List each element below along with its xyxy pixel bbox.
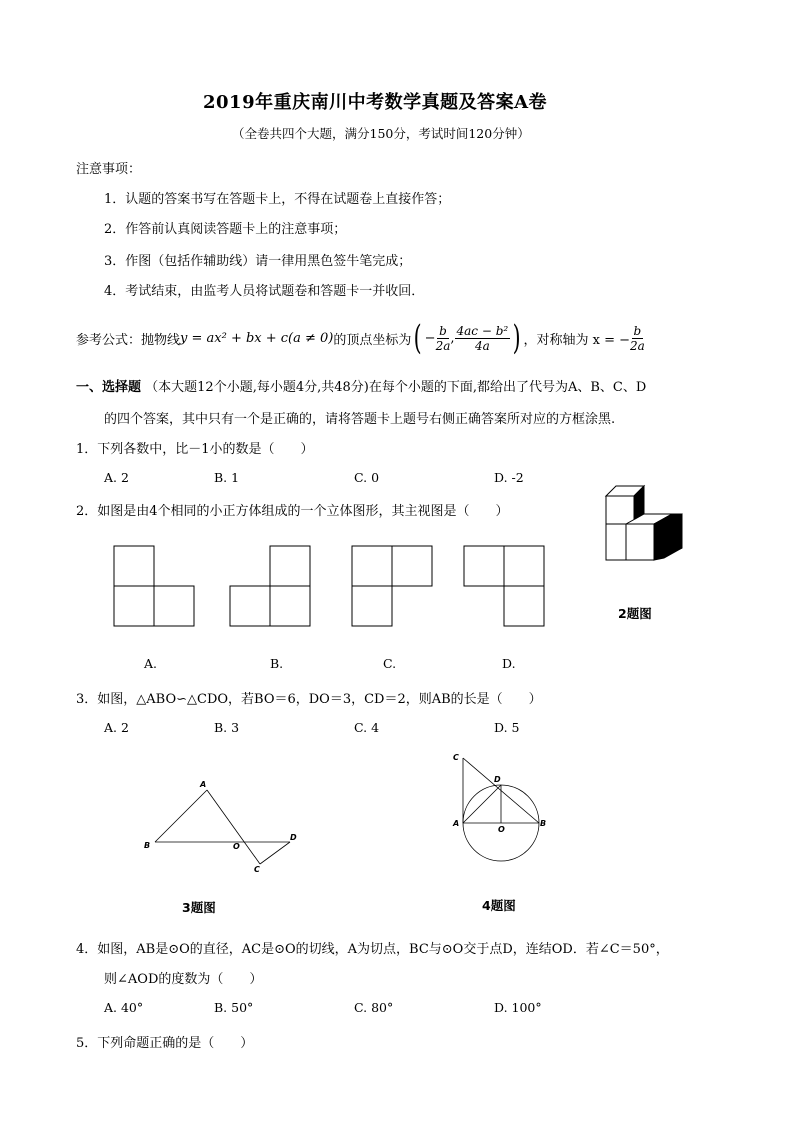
- q3-label-d: D: [290, 833, 297, 842]
- q4-option-c: C. 80°: [354, 1000, 394, 1015]
- q2-cube-figure: [600, 480, 690, 580]
- question-2: 2．如图是由4个相同的小正方体组成的一个立体图形，其主视图是（ ）: [76, 504, 509, 519]
- q1-option-a: A. 2: [104, 470, 129, 485]
- formula-vertex-text: 的顶点坐标为: [333, 332, 412, 348]
- formula-prefix: 参考公式：抛物线: [76, 332, 181, 348]
- q4-circle-figure: [448, 748, 558, 863]
- q3-label-o: O: [233, 842, 240, 851]
- q4-option-a: A. 40°: [104, 1000, 144, 1015]
- q3-option-c: C. 4: [354, 720, 380, 735]
- q4-label-a: A: [453, 819, 460, 828]
- q2-option-d: D.: [502, 656, 516, 671]
- q2-caption: 2题图: [618, 606, 652, 621]
- question-5: 5．下列命题正确的是（ ）: [76, 1036, 254, 1051]
- q3-option-b: B. 3: [214, 720, 240, 735]
- q4-caption: 4题图: [482, 898, 516, 913]
- section-label: 一、选择题: [76, 380, 142, 395]
- q2-option-b: B.: [270, 656, 284, 671]
- q4-label-d: D: [494, 775, 501, 784]
- page-title: 2019年重庆南川中考数学真题及答案A卷: [203, 92, 548, 113]
- question-3: 3．如图，△ABO∽△CDO，若BO＝6，DO＝3，CD＝2，则AB的长是（ ）: [76, 692, 542, 707]
- left-paren: (: [414, 318, 423, 358]
- q2-figure-c: [352, 546, 432, 626]
- q3-triangle-figure: [140, 776, 310, 876]
- q3-option-d: D. 5: [494, 720, 520, 735]
- q3-label-b: B: [144, 841, 151, 850]
- notice-item: 3．作图（包括作辅助线）请一律用黑色签牛笔完成；: [104, 254, 412, 269]
- reference-formula: 参考公式：抛物线 y = ax² + bx + c(a ≠ 0) 的顶点坐标为 ( − $\frac{b}{2a}$ , $\frac{\text{4ac − b²}}{4a}$ ) ，对称轴为 x = − $\frac{b}{2a}$: [76, 318, 645, 358]
- q1-option-c: C. 0: [354, 470, 380, 485]
- question-4: 4．如图，AB是⊙O的直径，AC是⊙O的切线，A为切点，BC与⊙O交于点D，连结OD．若∠C＝50°，: [76, 942, 669, 957]
- section-instructions: （本大题12个小题,每小题4分,共48分)在每个小题的下面,都给出了代号为A、B、C、D: [145, 380, 647, 395]
- q3-caption: 3题图: [182, 900, 216, 915]
- q2-figure-d: [464, 546, 544, 626]
- q4-label-b: B: [540, 819, 547, 828]
- section-instructions-line2: 的四个答案，其中只有一个是正确的，请将答题卡上题号右侧正确答案所对应的方框涂黑.: [104, 412, 616, 427]
- q2-option-c: C.: [383, 656, 397, 671]
- q3-label-c: C: [254, 865, 260, 874]
- fraction-4ac-b2-over-4a: $\frac{\text{4ac − b²}}{4a}$: [456, 323, 509, 353]
- question-4-line2: 则∠AOD的度数为（ ）: [104, 972, 263, 987]
- q4-label-c: C: [453, 753, 459, 762]
- fraction-axis: $\frac{b}{2a}$: [629, 323, 645, 353]
- q4-label-o: O: [498, 825, 505, 834]
- section-heading: [76, 376, 646, 395]
- page-subtitle: （全卷共四个大题，满分150分，考试时间120分钟）: [232, 126, 530, 141]
- formula-equation: y = ax² + bx + c(a ≠ 0): [180, 330, 334, 346]
- fraction-sign: −: [424, 330, 436, 346]
- q2-option-figures: [104, 540, 604, 630]
- q4-option-b: B. 50°: [214, 1000, 254, 1015]
- q2-figure-a: [114, 546, 194, 626]
- q4-option-d: D. 100°: [494, 1000, 542, 1015]
- q2-option-a: A.: [144, 656, 158, 671]
- q1-option-b: B. 1: [214, 470, 240, 485]
- notice-heading: 注意事项：: [76, 162, 142, 177]
- q2-figure-b: [230, 546, 310, 626]
- q3-option-a: A. 2: [104, 720, 129, 735]
- q1-option-d: D. -2: [494, 470, 524, 485]
- q3-label-a: A: [200, 780, 207, 789]
- notice-item: 1．认题的答案书写在答题卡上，不得在试题卷上直接作答；: [104, 192, 451, 207]
- question-1: 1．下列各数中，比－1小的数是（ ）: [76, 442, 314, 457]
- formula-axis-text: ，对称轴为 x = −: [523, 332, 630, 348]
- right-paren: ): [512, 318, 521, 358]
- fraction-b-over-2a: $\frac{b}{2a}$: [435, 323, 451, 353]
- notice-item: 2．作答前认真阅读答题卡上的注意事项；: [104, 222, 347, 237]
- notice-item: 4．考试结束，由监考人员将试题卷和答题卡一并收回．: [104, 284, 425, 299]
